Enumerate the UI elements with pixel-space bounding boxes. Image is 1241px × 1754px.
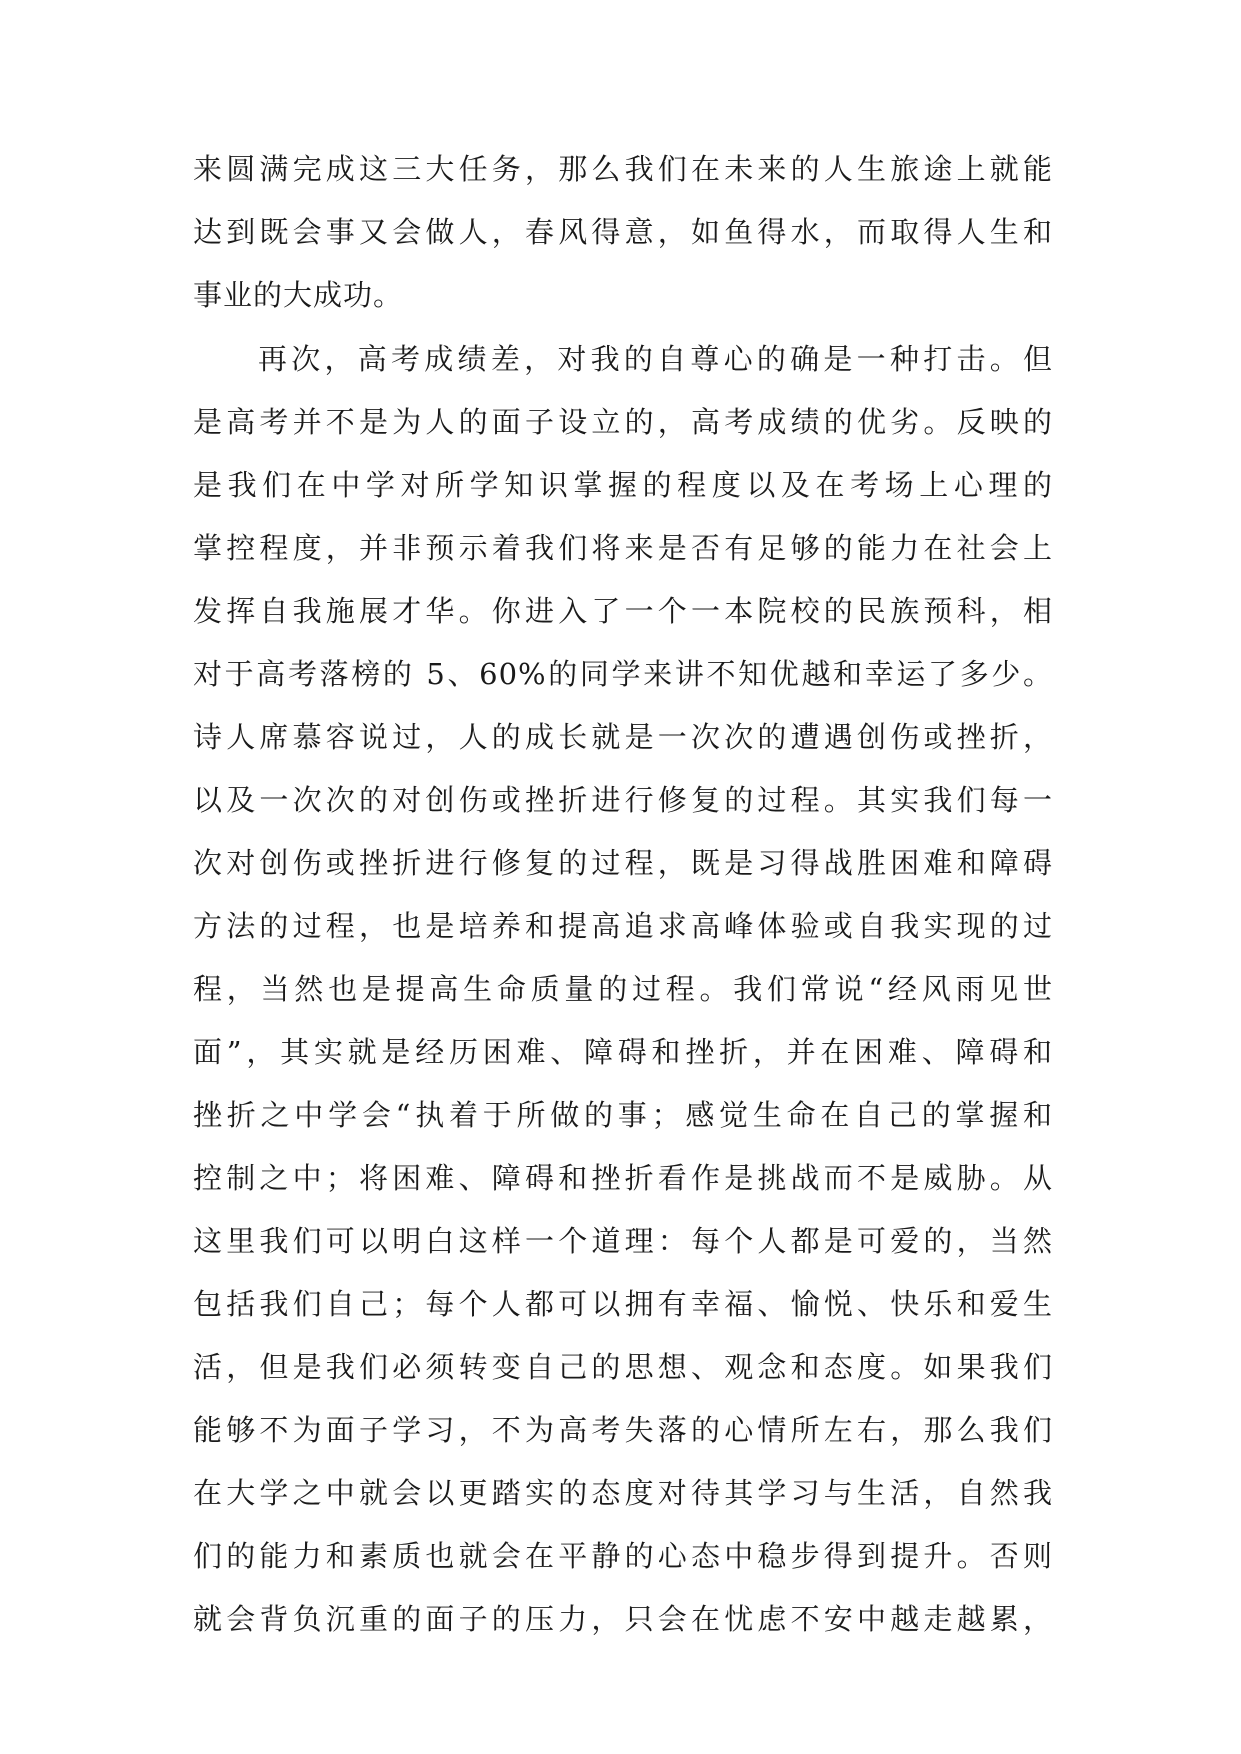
paragraph-line: 面”，其实就是经历困难、障碍和挫折，并在困难、障碍和 [193,1035,1053,1069]
paragraph-line: 这里我们可以明白这样一个道理：每个人都是可爱的，当然 [193,1224,1053,1258]
paragraph-line: 控制之中；将困难、障碍和挫折看作是挑战而不是威胁。从 [193,1161,1053,1195]
paragraph-line: 掌控程度，并非预示着我们将来是否有足够的能力在社会上 [193,531,1053,565]
paragraph-line: 方法的过程，也是培养和提高追求高峰体验或自我实现的过 [193,909,1053,943]
paragraph-line: 挫折之中学会“执着于所做的事；感觉生命在自己的掌握和 [193,1098,1053,1132]
paragraph-line: 程，当然也是提高生命质量的过程。我们常说“经风雨见世 [193,972,1053,1006]
paragraph-line: 是高考并不是为人的面子设立的，高考成绩的优劣。反映的 [193,405,1053,439]
paragraph-line: 次对创伤或挫折进行修复的过程，既是习得战胜困难和障碍 [193,846,1053,880]
paragraph-line: 就会背负沉重的面子的压力，只会在忧虑不安中越走越累， [193,1602,1053,1636]
paragraph-line: 诗人席慕容说过，人的成长就是一次次的遭遇创伤或挫折， [193,720,1053,754]
paragraph-line: 达到既会事又会做人，春风得意，如鱼得水，而取得人生和 [193,215,1053,249]
paragraph-line: 能够不为面子学习，不为高考失落的心情所左右，那么我们 [193,1413,1053,1447]
paragraph-line: 包括我们自己；每个人都可以拥有幸福、愉悦、快乐和爱生 [193,1287,1053,1321]
paragraph-line: 们的能力和素质也就会在平静的心态中稳步得到提升。否则 [193,1539,1053,1573]
paragraph-line: 事业的大成功。 [193,278,404,312]
paragraph-line: 发挥自我施展才华。你进入了一个一本院校的民族预科，相 [193,594,1053,628]
paragraph-line: 再次，高考成绩差，对我的自尊心的确是一种打击。但 [258,342,1053,376]
paragraph-line: 来圆满完成这三大任务，那么我们在未来的人生旅途上就能 [193,152,1053,186]
paragraph-line: 在大学之中就会以更踏实的态度对待其学习与生活，自然我 [193,1476,1053,1510]
paragraph-line: 对于高考落榜的 5、60%的同学来讲不知优越和幸运了多少。 [193,657,1053,691]
paragraph-line: 活，但是我们必须转变自己的思想、观念和态度。如果我们 [193,1350,1053,1384]
paragraph-line: 是我们在中学对所学知识掌握的程度以及在考场上心理的 [193,468,1053,502]
paragraph-line: 以及一次次的对创伤或挫折进行修复的过程。其实我们每一 [193,783,1053,817]
